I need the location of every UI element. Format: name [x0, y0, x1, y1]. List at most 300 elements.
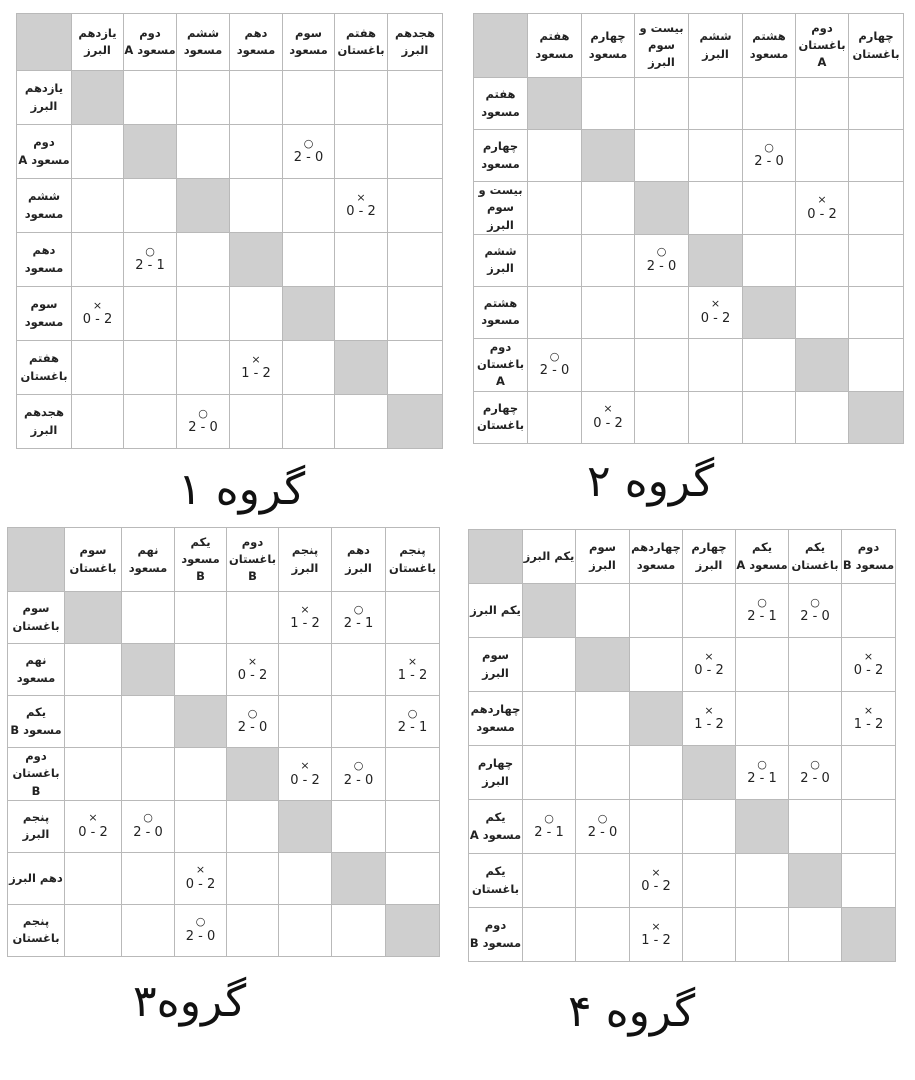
result-cell: [177, 71, 230, 125]
loss-cross-icon: ×: [300, 758, 310, 772]
result-cell: [528, 182, 582, 235]
table-row: [17, 341, 443, 395]
loss-cross-icon: ×: [247, 654, 258, 668]
diagonal-cell: [576, 638, 630, 692]
result-cell: [849, 286, 904, 338]
result-cell: [177, 287, 230, 341]
score: 2 - 0: [237, 720, 268, 736]
result-cell: [842, 584, 896, 638]
column-header: ششم البرز: [689, 14, 743, 78]
row-header: ششم مسعود: [17, 179, 72, 233]
result-cell: [743, 182, 796, 235]
table-row: [469, 638, 896, 692]
score: 2 - 0: [754, 154, 784, 170]
loss-cross-icon: ×: [817, 192, 827, 206]
win-circle-icon: ○: [195, 915, 206, 929]
result-cell: [124, 395, 177, 449]
result-cell: [689, 391, 743, 443]
result-cell: [523, 800, 576, 854]
table-row: [8, 748, 440, 801]
result-cell: [65, 748, 122, 801]
result-cell: [842, 746, 896, 800]
result-cell: [177, 125, 230, 179]
result-cell: [335, 179, 388, 233]
table-row: [17, 71, 443, 125]
result-cell: [743, 338, 796, 391]
result-cell: [683, 908, 736, 962]
result-cell: [175, 644, 227, 696]
result-cell: [736, 692, 789, 746]
group-3-title: گروه۳: [133, 976, 247, 1027]
table-row: [474, 78, 904, 130]
result-cell: [796, 286, 849, 338]
result-cell: [124, 179, 177, 233]
result-cell: [635, 286, 689, 338]
diagonal-cell: [335, 341, 388, 395]
result-cell: [523, 746, 576, 800]
result-cell: [386, 748, 440, 801]
result-cell: [789, 692, 842, 746]
result-cell: [523, 854, 576, 908]
loss-cross-icon: ×: [704, 649, 714, 663]
score: 0 - 2: [593, 415, 623, 431]
win-circle-icon: ○: [757, 757, 767, 771]
diagonal-cell: [72, 71, 124, 125]
score: 2 - 0: [646, 259, 677, 274]
result-cell: [523, 638, 576, 692]
result-cell: [230, 395, 283, 449]
result-cell: [743, 391, 796, 443]
group-4-title: گروه ۴: [568, 986, 696, 1037]
win-circle-icon: ○: [810, 595, 820, 609]
result-cell: [576, 854, 630, 908]
loss-cross-icon: ×: [300, 602, 310, 616]
group-4-table: [468, 529, 896, 962]
result-cell: [683, 692, 736, 746]
diagonal-cell: [279, 800, 332, 852]
loss-cross-icon: ×: [407, 654, 418, 668]
result-cell: [332, 904, 386, 956]
win-circle-icon: ○: [810, 757, 820, 771]
row-header: دوم مسعود A: [17, 125, 72, 179]
score: 2 - 0: [587, 825, 618, 841]
result-cell: [849, 130, 904, 182]
win-circle-icon: ○: [247, 706, 258, 720]
diagonal-cell: [122, 644, 175, 696]
table-row: [474, 234, 904, 286]
result-cell: [230, 341, 283, 395]
result-cell: [528, 338, 582, 391]
result-cell: [335, 71, 388, 125]
win-circle-icon: ○: [198, 406, 208, 420]
score: 0 - 2: [237, 668, 268, 684]
score: 2 - 0: [293, 150, 324, 166]
result-cell: [335, 233, 388, 287]
score: 2 - 1: [747, 771, 777, 787]
column-header: هفتم مسعود: [528, 14, 582, 78]
table-corner: [8, 528, 65, 592]
row-header: یکم مسعود B: [8, 696, 65, 748]
table-row: [8, 904, 440, 956]
table-corner: [474, 14, 528, 78]
result-cell: [842, 800, 896, 854]
result-cell: [523, 692, 576, 746]
score: 0 - 2: [82, 312, 113, 328]
score: 1 - 2: [641, 933, 671, 949]
result-cell: [283, 125, 335, 179]
result-cell: [796, 130, 849, 182]
result-cell: [386, 696, 440, 748]
table-row: [8, 852, 440, 904]
result-cell: [65, 696, 122, 748]
win-circle-icon: ○: [549, 349, 560, 363]
column-header: ششم مسعود: [177, 14, 230, 71]
diagonal-cell: [177, 179, 230, 233]
result-cell: [689, 182, 743, 235]
row-header: پنجم باغستان: [8, 904, 65, 956]
diagonal-cell: [283, 287, 335, 341]
result-cell: [789, 800, 842, 854]
score: 1 - 2: [397, 668, 428, 684]
column-header: چهاردهم مسعود: [630, 530, 683, 584]
diagonal-cell: [65, 592, 122, 644]
table-row: [469, 800, 896, 854]
score: 0 - 2: [853, 663, 884, 679]
diagonal-cell: [849, 391, 904, 443]
score: 2 - 1: [747, 609, 777, 625]
result-cell: [230, 287, 283, 341]
score: 2 - 0: [800, 771, 830, 787]
diagonal-cell: [796, 338, 849, 391]
row-header: سوم البرز: [469, 638, 523, 692]
diagonal-cell: [227, 748, 279, 801]
result-cell: [230, 125, 283, 179]
result-cell: [386, 644, 440, 696]
result-cell: [789, 908, 842, 962]
result-cell: [683, 638, 736, 692]
result-cell: [796, 182, 849, 235]
loss-cross-icon: ×: [863, 649, 874, 663]
win-circle-icon: ○: [597, 811, 608, 825]
column-header: یکم مسعود B: [175, 528, 227, 592]
result-cell: [335, 395, 388, 449]
score: 2 - 0: [133, 825, 163, 840]
result-cell: [227, 800, 279, 852]
result-cell: [849, 182, 904, 235]
score: 2 - 1: [397, 720, 428, 736]
result-cell: [388, 233, 443, 287]
row-header: چهارم البرز: [469, 746, 523, 800]
diagonal-cell: [175, 696, 227, 748]
row-header: هفتم باغستان: [17, 341, 72, 395]
result-cell: [635, 338, 689, 391]
table-row: [469, 908, 896, 962]
column-header: هجدهم البرز: [388, 14, 443, 71]
result-cell: [842, 854, 896, 908]
table-row: [474, 391, 904, 443]
diagonal-cell: [842, 908, 896, 962]
result-cell: [124, 71, 177, 125]
diagonal-cell: [582, 130, 635, 182]
result-cell: [683, 584, 736, 638]
result-cell: [124, 287, 177, 341]
result-cell: [72, 341, 124, 395]
diagonal-cell: [124, 125, 177, 179]
result-cell: [124, 341, 177, 395]
result-cell: [283, 395, 335, 449]
result-cell: [279, 592, 332, 644]
result-cell: [386, 800, 440, 852]
result-cell: [177, 341, 230, 395]
result-cell: [175, 748, 227, 801]
result-cell: [743, 234, 796, 286]
table-row: [474, 286, 904, 338]
win-circle-icon: ○: [656, 245, 667, 259]
column-header: نهم مسعود: [122, 528, 175, 592]
table-row: [17, 125, 443, 179]
score: 0 - 2: [290, 772, 320, 788]
result-cell: [789, 638, 842, 692]
row-header: دهم مسعود: [17, 233, 72, 287]
result-cell: [582, 182, 635, 235]
result-cell: [332, 800, 386, 852]
result-cell: [65, 904, 122, 956]
score: 2 - 0: [800, 609, 830, 625]
table-row: [469, 746, 896, 800]
column-header: سوم باغستان: [65, 528, 122, 592]
column-header: سوم مسعود: [283, 14, 335, 71]
loss-cross-icon: ×: [195, 863, 206, 877]
column-header: سوم البرز: [576, 530, 630, 584]
win-circle-icon: ○: [143, 811, 153, 825]
group-1-title: گروه ۱: [178, 464, 306, 515]
win-circle-icon: ○: [303, 136, 314, 150]
diagonal-cell: [332, 852, 386, 904]
score: 2 - 1: [534, 825, 564, 841]
column-header: دهم مسعود: [230, 14, 283, 71]
result-cell: [523, 908, 576, 962]
table-row: [17, 395, 443, 449]
result-cell: [335, 287, 388, 341]
result-cell: [279, 852, 332, 904]
result-cell: [175, 852, 227, 904]
table-row: [469, 854, 896, 908]
column-header: بیست و سوم البرز: [635, 14, 689, 78]
result-cell: [576, 692, 630, 746]
diagonal-cell: [635, 182, 689, 235]
loss-cross-icon: ×: [710, 297, 721, 311]
result-cell: [65, 644, 122, 696]
result-cell: [175, 904, 227, 956]
result-cell: [576, 746, 630, 800]
loss-cross-icon: ×: [251, 352, 261, 366]
column-header: دوم باغستان A: [796, 14, 849, 78]
row-header: دوم مسعود B: [469, 908, 523, 962]
result-cell: [736, 746, 789, 800]
row-header: پنجم البرز: [8, 800, 65, 852]
column-header: دوم باغستان B: [227, 528, 279, 592]
score: 2 - 0: [343, 772, 374, 788]
column-header: یکم مسعود A: [736, 530, 789, 584]
result-cell: [230, 71, 283, 125]
diagonal-cell: [523, 584, 576, 638]
column-header: یکم باغستان: [789, 530, 842, 584]
table-row: [8, 696, 440, 748]
score: 2 - 0: [185, 929, 216, 944]
score: 0 - 2: [700, 311, 731, 326]
diagonal-cell: [528, 78, 582, 130]
result-cell: [630, 854, 683, 908]
result-cell: [122, 904, 175, 956]
table-row: [469, 692, 896, 746]
table-row: [469, 584, 896, 638]
row-header: یکم البرز: [469, 584, 523, 638]
row-header: چهاردهم مسعود: [469, 692, 523, 746]
table-row: [8, 800, 440, 852]
result-cell: [789, 584, 842, 638]
result-cell: [122, 592, 175, 644]
result-cell: [388, 125, 443, 179]
score: 2 - 1: [135, 258, 165, 274]
result-cell: [842, 692, 896, 746]
table-row: [17, 233, 443, 287]
row-header: سوم مسعود: [17, 287, 72, 341]
result-cell: [689, 338, 743, 391]
score: 0 - 2: [78, 825, 108, 840]
result-cell: [332, 592, 386, 644]
score: 2 - 0: [539, 363, 570, 379]
column-header: دهم البرز: [332, 528, 386, 592]
result-cell: [388, 341, 443, 395]
result-cell: [528, 286, 582, 338]
result-cell: [528, 234, 582, 286]
result-cell: [849, 234, 904, 286]
column-header: چهارم البرز: [683, 530, 736, 584]
row-header: دهم البرز: [8, 852, 65, 904]
row-header: یازدهم البرز: [17, 71, 72, 125]
result-cell: [388, 179, 443, 233]
result-cell: [635, 391, 689, 443]
result-cell: [582, 234, 635, 286]
result-cell: [388, 287, 443, 341]
score: 2 - 1: [343, 616, 374, 632]
column-header: یکم البرز: [523, 530, 576, 584]
result-cell: [122, 696, 175, 748]
result-cell: [635, 234, 689, 286]
diagonal-cell: [743, 286, 796, 338]
result-cell: [528, 391, 582, 443]
result-cell: [72, 179, 124, 233]
result-cell: [283, 341, 335, 395]
column-header: یازدهم البرز: [72, 14, 124, 71]
row-header: بیست و سوم البرز: [474, 182, 528, 235]
group-1-table: [16, 13, 443, 449]
result-cell: [122, 852, 175, 904]
win-circle-icon: ○: [353, 602, 364, 616]
result-cell: [582, 78, 635, 130]
result-cell: [283, 233, 335, 287]
group-3-table: [7, 527, 440, 957]
row-header: دوم باغستان A: [474, 338, 528, 391]
result-cell: [124, 233, 177, 287]
table-row: [8, 644, 440, 696]
row-header: یکم باغستان: [469, 854, 523, 908]
result-cell: [796, 78, 849, 130]
result-cell: [842, 638, 896, 692]
result-cell: [332, 644, 386, 696]
loss-cross-icon: ×: [92, 298, 103, 312]
result-cell: [227, 852, 279, 904]
result-cell: [635, 78, 689, 130]
score: 1 - 2: [241, 366, 271, 382]
win-circle-icon: ○: [353, 758, 364, 772]
result-cell: [230, 179, 283, 233]
table-corner: [469, 530, 523, 584]
result-cell: [386, 592, 440, 644]
diagonal-cell: [386, 904, 440, 956]
row-header: دوم باغستان B: [8, 748, 65, 801]
result-cell: [576, 908, 630, 962]
result-cell: [72, 233, 124, 287]
row-header: هفتم مسعود: [474, 78, 528, 130]
loss-cross-icon: ×: [651, 919, 661, 933]
result-cell: [736, 854, 789, 908]
result-cell: [227, 696, 279, 748]
result-cell: [177, 233, 230, 287]
result-cell: [576, 584, 630, 638]
column-header: پنجم باغستان: [386, 528, 440, 592]
win-circle-icon: ○: [145, 244, 155, 258]
result-cell: [283, 179, 335, 233]
result-cell: [332, 748, 386, 801]
result-cell: [582, 391, 635, 443]
column-header: هشتم مسعود: [743, 14, 796, 78]
result-cell: [175, 800, 227, 852]
score: 0 - 2: [694, 663, 724, 679]
column-header: هفتم باغستان: [335, 14, 388, 71]
diagonal-cell: [388, 395, 443, 449]
row-header: یکم مسعود A: [469, 800, 523, 854]
result-cell: [227, 904, 279, 956]
result-cell: [279, 696, 332, 748]
score: 1 - 2: [694, 717, 724, 733]
result-cell: [175, 592, 227, 644]
score: 0 - 2: [807, 206, 837, 222]
result-cell: [388, 71, 443, 125]
result-cell: [332, 696, 386, 748]
row-header: چهارم باغستان: [474, 391, 528, 443]
result-cell: [789, 746, 842, 800]
result-cell: [386, 852, 440, 904]
result-cell: [683, 800, 736, 854]
row-header: هجدهم البرز: [17, 395, 72, 449]
group-2-table: [473, 13, 904, 444]
result-cell: [582, 286, 635, 338]
score: 2 - 0: [188, 420, 218, 436]
score: 0 - 2: [641, 879, 671, 895]
result-cell: [227, 592, 279, 644]
win-circle-icon: ○: [764, 140, 774, 154]
diagonal-cell: [230, 233, 283, 287]
score: 1 - 2: [853, 717, 884, 733]
column-header: چهارم مسعود: [582, 14, 635, 78]
group-2-title: گروه ۲: [587, 456, 715, 507]
diagonal-cell: [789, 854, 842, 908]
result-cell: [849, 338, 904, 391]
result-cell: [65, 800, 122, 852]
result-cell: [743, 130, 796, 182]
result-cell: [689, 78, 743, 130]
